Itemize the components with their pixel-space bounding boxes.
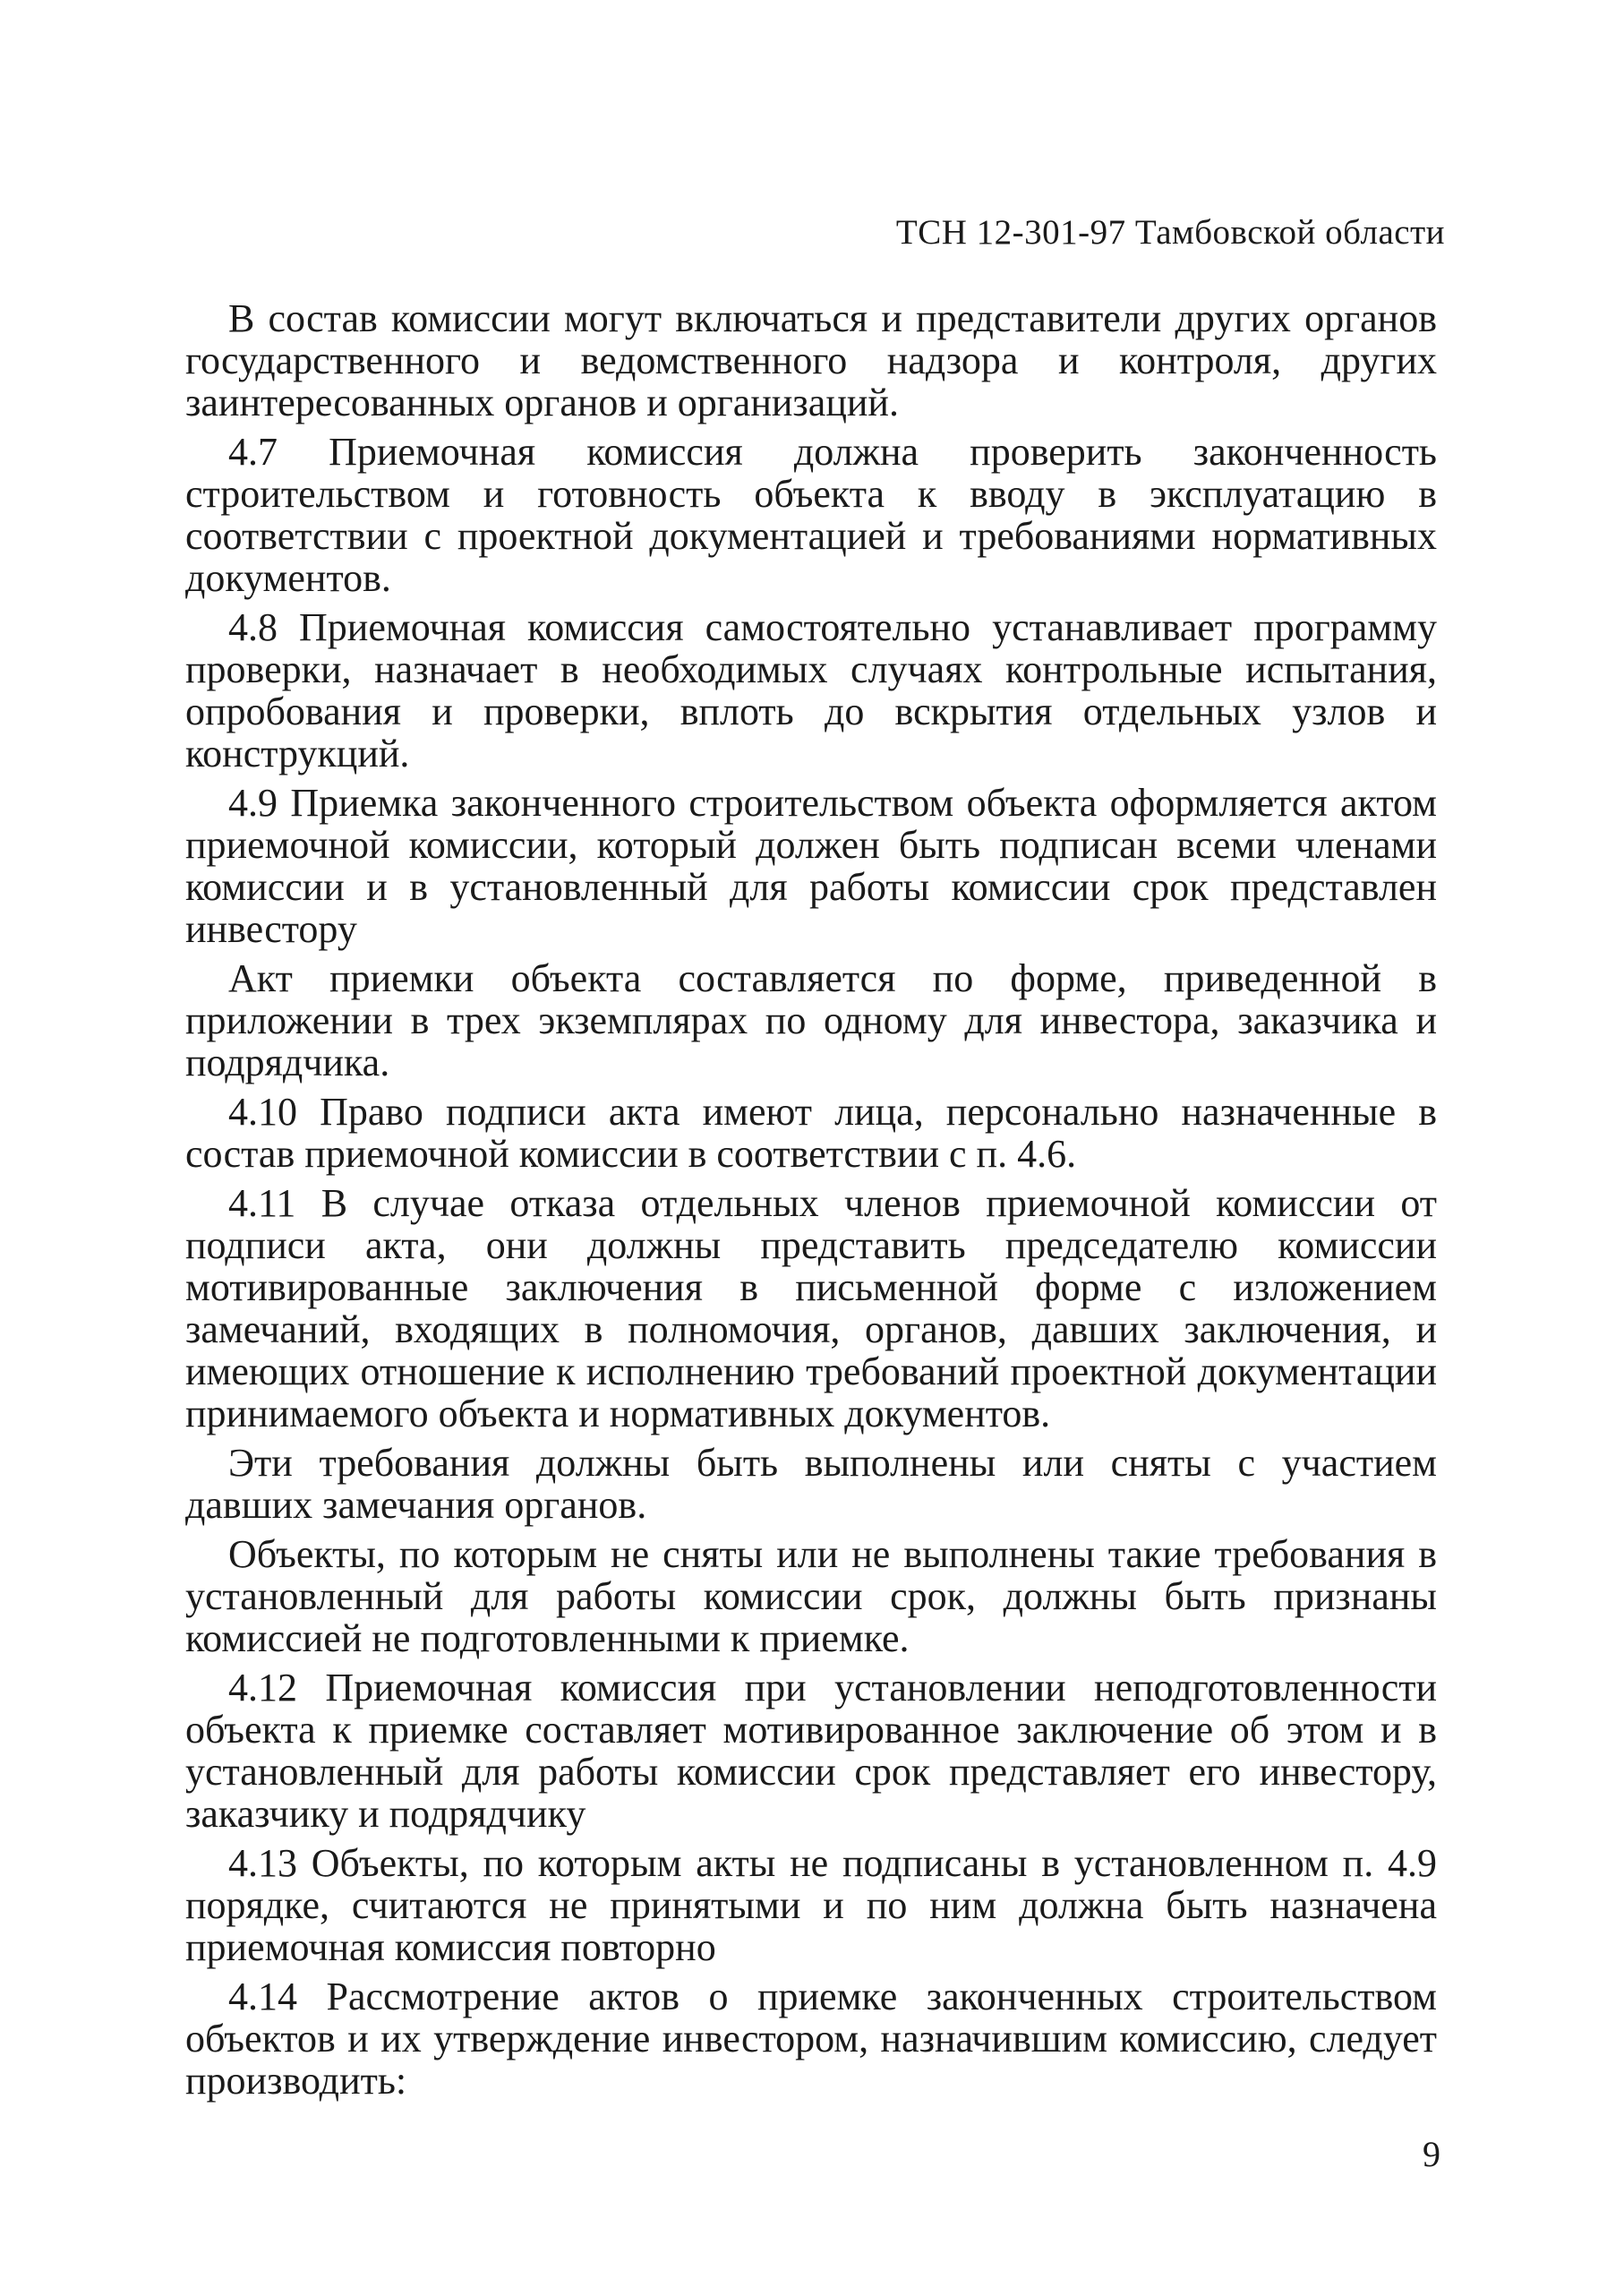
running-header: ТСН 12-301-97 Тамбовской области bbox=[895, 213, 1445, 252]
paragraph-4-9: 4.9 Приемка законченного строительством объекта оформляется актом приемочной комиссии, который должен быть подписан всеми членами комиссии и в установленный для работы комиссии срок представлен инвестору bbox=[185, 781, 1437, 951]
paragraph-4-14: 4.14 Рассмотрение актов о приемке законченных строительством объектов и их утверждение инвестором, назначившим комиссию, следует производить: bbox=[185, 1975, 1437, 2103]
body-text bbox=[185, 297, 1437, 2109]
paragraph-4-7: 4.7 Приемочная комиссия должна проверить законченность строительством и готовность объекта к вводу в эксплуатацию в соответствии с проектной документацией и требованиями нормативных документов. bbox=[185, 430, 1437, 600]
paragraph: Объекты, по которым не сняты или не выполнены такие требования в установленный для работы комиссии срок, должны быть признаны комиссией не подготовленными к приемке. bbox=[185, 1532, 1437, 1660]
paragraph-4-13: 4.13 Объекты, по которым акты не подписаны в установленном п. 4.9 порядке, считаются не принятыми и по ним должна быть назначена приемочная комиссия повторно bbox=[185, 1841, 1437, 1969]
page-number: 9 bbox=[1423, 2134, 1440, 2174]
paragraph-4-10: 4.10 Право подписи акта имеют лица, персонально назначенные в состав приемочной комиссии в соответствии с п. 4.6. bbox=[185, 1090, 1437, 1176]
paragraph-4-11: 4.11 В случае отказа отдельных членов приемочной комиссии от подписи акта, они должны представить председателю комиссии мотивированные заключения в письменной форме с изложением замечаний, входящих в полномочия, органов, давших заключения, и имеющих отношение к исполнению требований проектной документации принимаемого объекта и нормативных документов. bbox=[185, 1181, 1437, 1435]
paragraph: В состав комиссии могут включаться и представители других органов государственного и ведомственного надзора и контроля, других заинтересованных органов и организаций. bbox=[185, 296, 1437, 424]
paragraph-4-8: 4.8 Приемочная комиссия самостоятельно устанавливает программу проверки, назначает в необходимых случаях контрольные испытания, опробования и проверки, вплоть до вскрытия отдельных узлов и конструкций. bbox=[185, 605, 1437, 775]
paragraph: Эти требования должны быть выполнены или сняты с участием давших замечания органов. bbox=[185, 1441, 1437, 1527]
paragraph-4-12: 4.12 Приемочная комиссия при установлении неподготовленности объекта к приемке составляет мотивированное заключение об этом и в установленный для работы комиссии срок представляет его инвестору, заказчику и подрядчику bbox=[185, 1666, 1437, 1836]
paragraph: Акт приемки объекта составляется по форме, приведенной в приложении в трех экземплярах по одному для инвестора, заказчика и подрядчика. bbox=[185, 956, 1437, 1084]
